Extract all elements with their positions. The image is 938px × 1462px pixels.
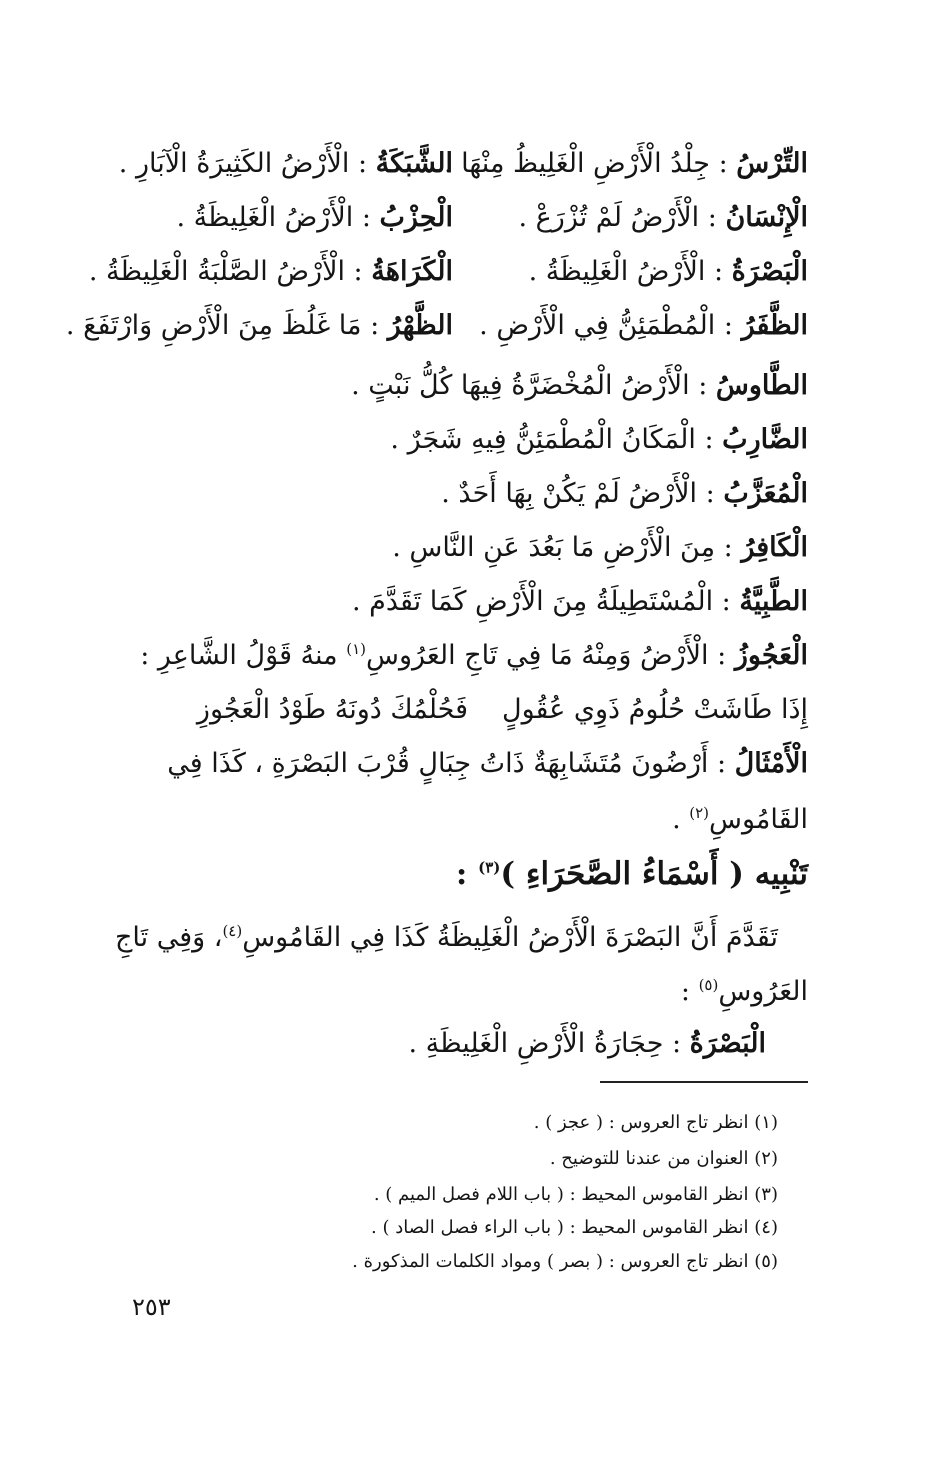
- entry-left: [444, 142, 808, 186]
- entry-definition: : مَا غَلُظَ مِنَ الْأَرْضِ وَارْتَفَعَ .: [65, 310, 388, 341]
- entry-ajuz: [140, 634, 808, 678]
- footnote-ref: (١): [346, 640, 367, 658]
- footnote-ref: (٢): [689, 804, 710, 822]
- entry-definition: : الْأَرْضُ الْغَلِيظَةُ .: [176, 202, 380, 233]
- entry-definition: : الْمَكَانُ الْمُطْمَئِنُّ فِيهِ شَجَرٌ .: [390, 424, 723, 455]
- entry-single: [352, 580, 808, 624]
- heading-colon: :: [455, 856, 479, 892]
- entry-single: [408, 1022, 766, 1066]
- entry-single: [441, 472, 808, 516]
- entry-left: [479, 304, 808, 348]
- page-number: ٢٥٣: [132, 1293, 171, 1321]
- paragraph-text: تَقَدَّمَ أَنَّ البَصْرَةَ الْأَرْضُ الْغَلِيظَةُ كَذَا فِي القَامُوسِ: [242, 922, 778, 953]
- entry-term: الْكَرَاهَةُ: [371, 256, 453, 287]
- entry-term: الْبَصْرَةُ: [731, 256, 808, 287]
- entry-definition: : الْأَرْضُ الكَثِيرَةُ الْآبَارِ .: [118, 148, 376, 179]
- entry-right: [66, 304, 453, 348]
- entry-end: .: [672, 804, 690, 835]
- paragraph-text: العَرُوسِ: [718, 976, 808, 1007]
- entry-right: [119, 142, 453, 186]
- entry-single: [351, 364, 808, 408]
- entry-definition: : الْأَرْضُ وَمِنْهُ مَا فِي تَاجِ العَرُوسِ: [366, 640, 735, 671]
- entry-term: الْبَصْرَةُ: [689, 1028, 766, 1059]
- entry-term: الْعَجُوزُ: [734, 640, 808, 671]
- entry-left: [529, 250, 808, 294]
- entry-amthal-cont: [672, 798, 808, 842]
- entry-definition: : الْمُطْمَئِنُّ فِي الْأَرْضِ .: [479, 310, 742, 341]
- entry-definition: : الْمُسْتَطِيلَةُ مِنَ الْأَرْضِ كَمَا تَقَدَّمَ .: [351, 586, 740, 617]
- entry-term: الْحِزْبُ: [379, 202, 453, 233]
- footnote-separator: [600, 1081, 808, 1083]
- entry-definition: : حِجَارَةُ الْأَرْضِ الْغَلِيظَةِ .: [408, 1028, 690, 1059]
- entry-term: الظَّهْرُ: [387, 310, 453, 341]
- entry-definition: : جِلْدُ الْأَرْضِ الْغَلِيظُ مِنْهَا .: [443, 148, 737, 179]
- entry-term: الْأَمْثَالُ: [734, 748, 808, 779]
- footnote: (٢) العنوان من عندنا للتوضيح .: [549, 1148, 778, 1169]
- entry-definition: : الْأَرْضُ الْمُخْضَرَّةُ فِيهَا كُلُّ نَبْتٍ .: [351, 370, 716, 401]
- entry-term: الْإِنْسَانُ: [725, 202, 808, 233]
- entry-term: التِّرْسُ: [736, 148, 808, 179]
- entry-term: الضَّارِبُ: [722, 424, 808, 455]
- entry-single: [390, 418, 808, 462]
- entry-definition: : أَرْضُونَ مُتَشَابِهَةٌ ذَاتُ جِبَالٍ قُرْبَ البَصْرَةِ ، كَذَا فِي: [167, 748, 735, 779]
- entry-left: [519, 196, 809, 240]
- footnote-ref: (٥): [698, 976, 719, 994]
- entry-definition: : الْأَرْضُ الْغَلِيظَةُ .: [528, 256, 732, 287]
- section-heading: [456, 852, 808, 896]
- paragraph-line: [681, 970, 808, 1014]
- entry-right: [89, 250, 453, 294]
- footnote: (٣) انظر القاموس المحيط : ( باب اللام فصل الميم ) .: [373, 1184, 778, 1205]
- verse-first-hemistich: إِذَا طَاشَتْ حُلُومُ ذَوِي عُقُولٍ: [501, 694, 808, 725]
- entry-amthal: [167, 742, 808, 786]
- paragraph-text-end: ، وَفِي تَاجِ: [114, 922, 223, 953]
- entry-term: الطَّبِيَّةُ: [739, 586, 808, 617]
- entry-single: [392, 526, 808, 570]
- entry-continuation: القَامُوسِ: [709, 804, 808, 835]
- footnote: (٤) انظر القاموس المحيط : ( باب الراء فصل الصاد ) .: [371, 1217, 778, 1238]
- entry-term: الْكَافِرُ: [741, 532, 808, 563]
- paragraph-text-end: :: [680, 976, 699, 1007]
- entry-definition: : الْأَرْضُ لَمْ تُزْرَعْ .: [518, 202, 726, 233]
- verse-second-hemistich: فَحُلْمُكَ دُونَهُ طَوْدُ الْعَجُوزِ: [196, 694, 468, 725]
- entry-definition: : مِنَ الْأَرْضِ مَا بَعُدَ عَنِ النَّاسِ .: [392, 532, 742, 563]
- entry-term: الْمُعَزَّبُ: [723, 478, 808, 509]
- footnote: (٥) انظر تاج العروس : ( بصر ) ومواد الكلمات المذكورة .: [352, 1251, 778, 1272]
- footnote-ref: (٤): [222, 922, 243, 940]
- paragraph-line: [115, 916, 778, 960]
- entry-term: الشَّبَكَةُ: [375, 148, 453, 179]
- entry-definition-rest: منهُ قَوْلُ الشَّاعِرِ :: [140, 640, 347, 671]
- footnote-ref: (٣): [478, 858, 501, 877]
- entry-term: الظَّفَرُ: [741, 310, 808, 341]
- heading-text: تَنْبِيه ( أَسْمَاءُ الصَّحَرَاءِ ): [500, 856, 808, 892]
- entry-definition: : الْأَرْضُ الصَّلْبَةُ الْغَلِيظَةُ .: [88, 256, 372, 287]
- entry-term: الطَّاوسُ: [715, 370, 808, 401]
- footnote: (١) انظر تاج العروس : ( عجز ) .: [533, 1112, 778, 1133]
- entry-definition: : الْأَرْضُ لَمْ يَكُنْ بِهَا أَحَدٌ .: [441, 478, 724, 509]
- entry-right: [176, 196, 453, 240]
